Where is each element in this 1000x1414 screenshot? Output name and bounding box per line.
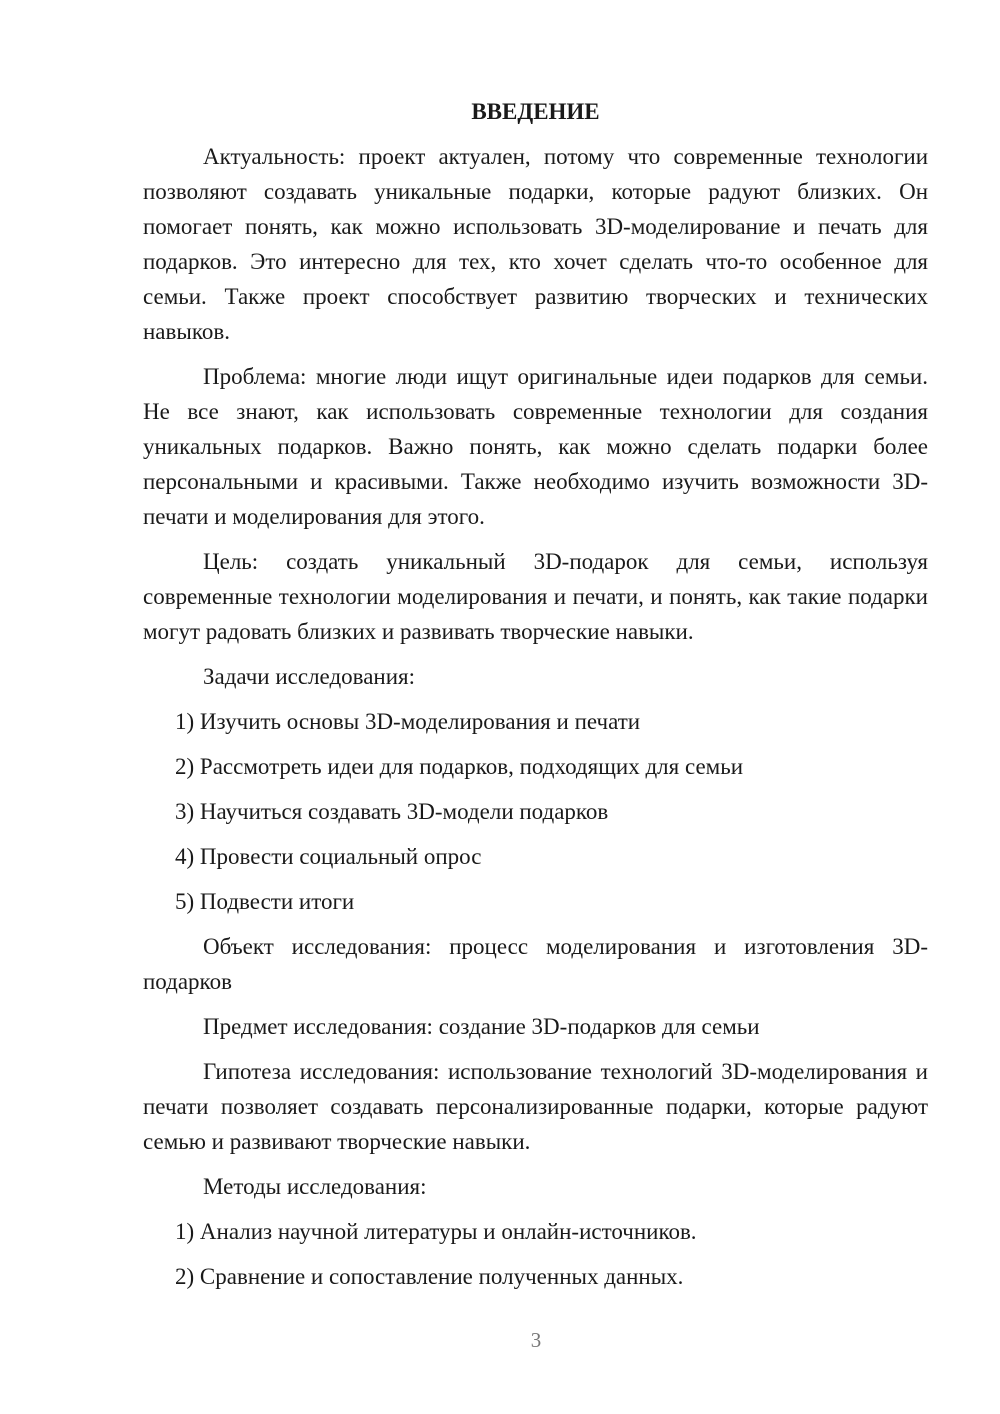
section-title: ВВЕДЕНИЕ [471,99,600,124]
page-number: 3 [530,1328,542,1352]
method-item-2: 2) Сравнение и сопоставление полученных данных. [175,1264,684,1289]
method-item-1: 1) Анализ научной литературы и онлайн-источников. [175,1219,697,1244]
relevance-paragraph: Актуальность: проект актуален, потому что современные технологии позволяют создавать уникальные подарки, которые радуют близких. Он помогает понять, как можно использовать 3D-моделирование и печать для подарков. Это интересно для тех, кто хочет сделать что-то особенное для семьи. Также проект способствует развитию творческих и технических навыков. [143,144,928,344]
document-body [143,94,928,1304]
task-item-2: 2) Рассмотреть идеи для подарков, подходящих для семьи [175,754,744,779]
problem-paragraph: Проблема: многие люди ищут оригинальные идеи подарков для семьи. Не все знают, как использовать современные технологии для создания уникальных подарков. Важно понять, как можно сделать подарки более персональными и красивыми. Также необходимо изучить возможности 3D-печати и моделирования для этого. [143,364,928,529]
task-item-5: 5) Подвести итоги [175,889,355,914]
task-item-4: 4) Провести социальный опрос [175,844,482,869]
subject-paragraph: Предмет исследования: создание 3D-подарков для семьи [203,1014,760,1039]
tasks-heading: Задачи исследования: [203,664,416,689]
task-item-1: 1) Изучить основы 3D-моделирования и печати [175,709,641,734]
goal-paragraph: Цель: создать уникальный 3D-подарок для семьи, используя современные технологии моделирования и печати, и понять, как такие подарки могут радовать близких и развивать творческие навыки. [143,549,928,644]
object-paragraph: Объект исследования: процесс моделирования и изготовления 3D-подарков [143,934,928,994]
task-item-3: 3) Научиться создавать 3D-модели подарков [175,799,609,824]
hypothesis-paragraph: Гипотеза исследования: использование технологий 3D-моделирования и печати позволяет создавать персонализированные подарки, которые радуют семью и развивают творческие навыки. [143,1059,928,1154]
methods-heading: Методы исследования: [203,1174,427,1199]
